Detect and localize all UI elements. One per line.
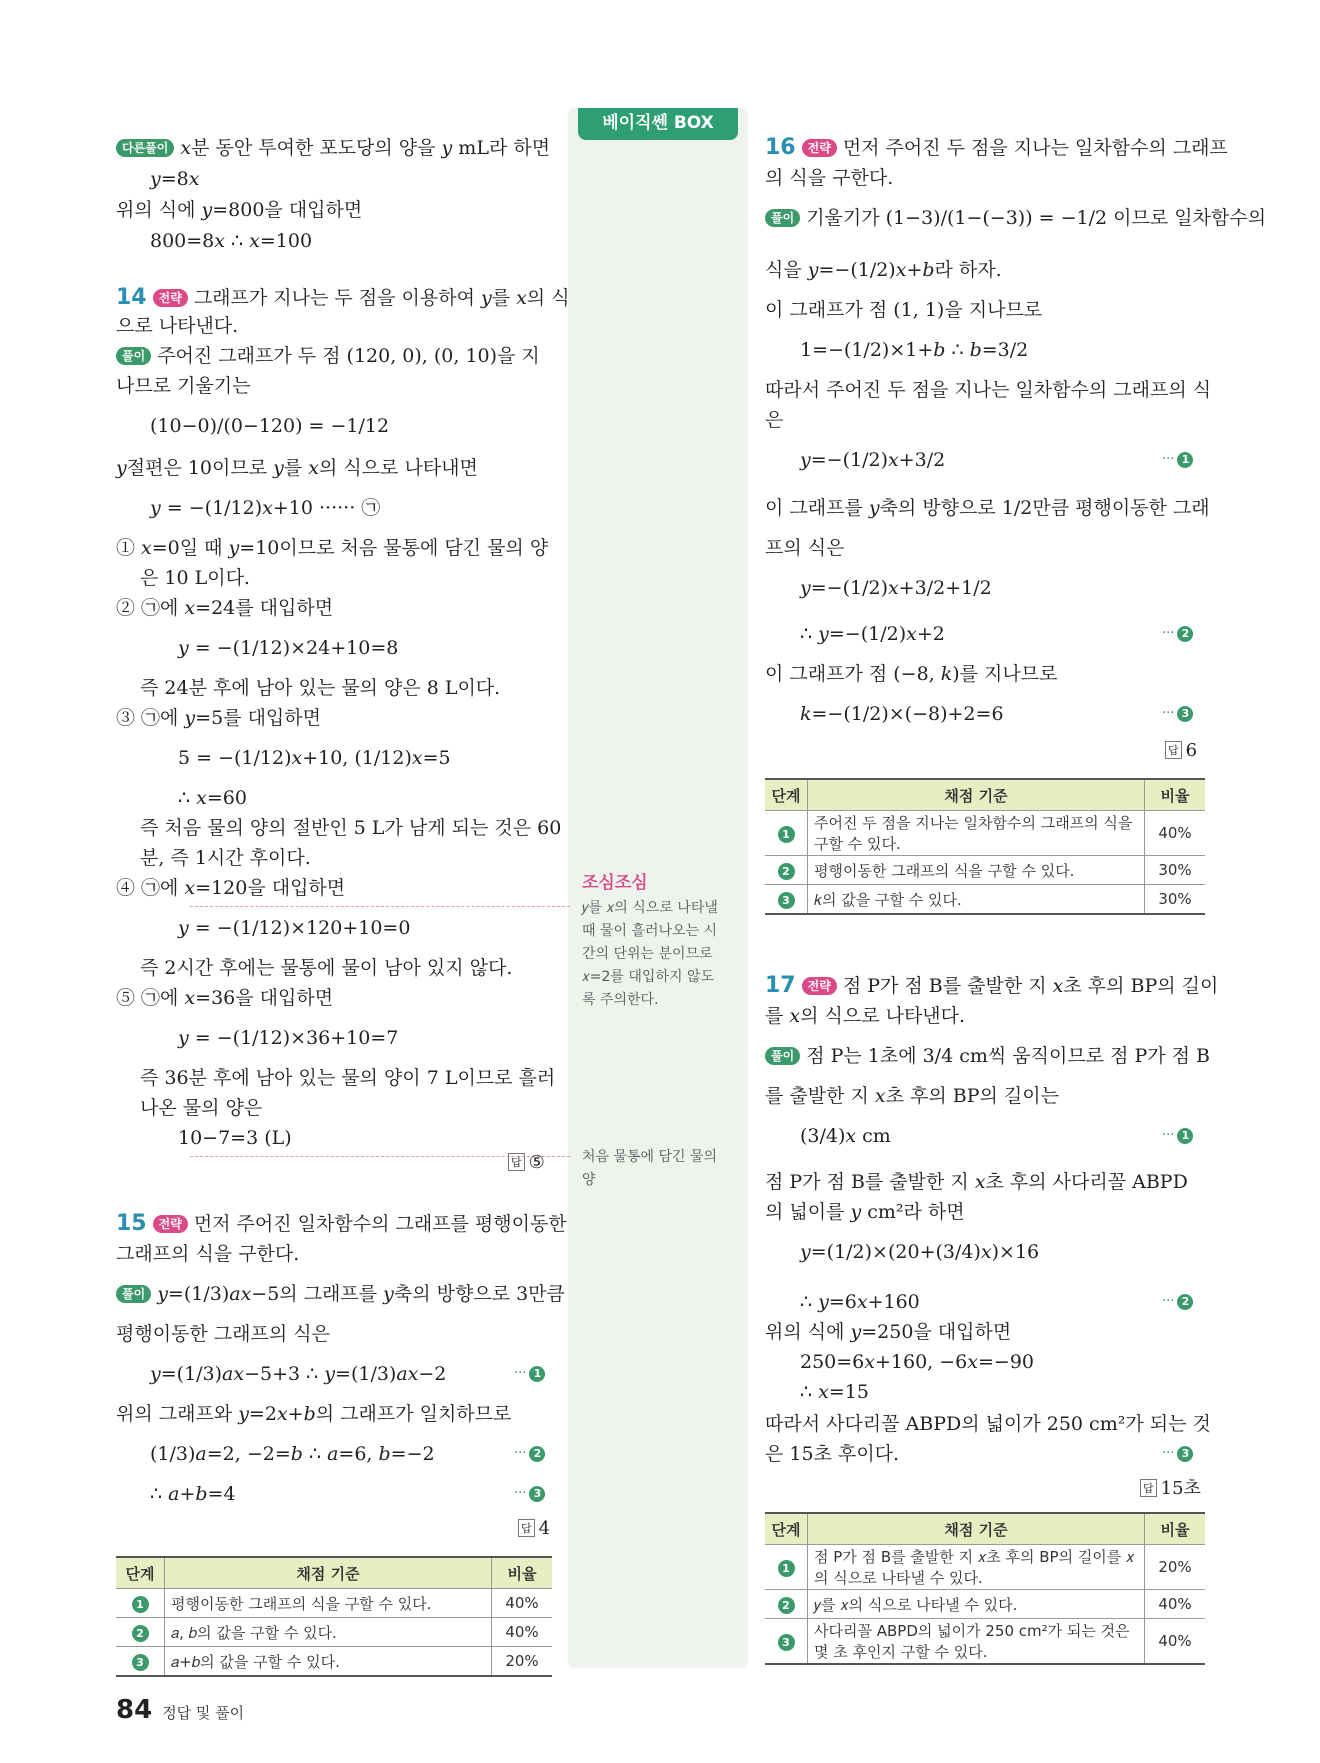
alt-line: 800=8𝑥 ∴ 𝑥=100	[150, 230, 313, 252]
note-line: 𝑦를 𝑥의 식으로 나타낼	[582, 900, 718, 916]
text-line: 은 10 L이다.	[140, 567, 250, 589]
note-leader-line	[190, 906, 570, 907]
grading-table-16: 단계 채점 기준 비율 1 주어진 두 점을 지나는 일차함수의 그래프의 식을 구할 수 있다. 40% 2 평행이동한 그래프의 식을 구할 수 있다. 30% 3 𝑘의 값을 구할 수 있다. 30%	[765, 778, 1205, 915]
problem-17-header: 17 전략 점 P가 점 B를 출발한 지 𝑥초 후의 BP의 길이	[765, 973, 1219, 998]
text-line: 프의 식은	[765, 537, 845, 559]
text-line: 풀이 주어진 그래프가 두 점 (120, 0), (0, 10)을 지	[116, 344, 540, 368]
text-line: 분, 즉 1시간 후이다.	[140, 847, 311, 869]
text-line: ⑤ ㉠에 𝑥=36을 대입하면	[116, 987, 334, 1009]
step-mark: ··· 1	[1162, 452, 1193, 468]
text-line: 으로 나타낸다.	[116, 315, 239, 337]
text-line: 풀이 기울기가 (1−3)/(1−(−3)) = −1/2 이므로 일차함수의	[765, 206, 1266, 230]
equation: 250=6𝑥+160, −6𝑥=−90	[800, 1351, 1034, 1373]
alt-line: 다른풀이 𝑥분 동안 투여한 포도당의 양을 𝑦 mL라 하면	[116, 136, 550, 160]
equation: 5 = −(1/12)𝑥+10, (1/12)𝑥=5	[178, 747, 451, 769]
answer-15: 답 4	[518, 1518, 550, 1539]
text-line: 즉 24분 후에 남아 있는 물의 양은 8 L이다.	[140, 677, 501, 699]
solution-badge: 풀이	[765, 1047, 800, 1065]
text-line: 따라서 사다리꼴 ABPD의 넓이가 250 cm²가 되는 것	[765, 1413, 1211, 1435]
alt-line: 위의 식에 𝑦=800을 대입하면	[116, 199, 363, 221]
equation: ∴ 𝑦=−(1/2)𝑥+2	[800, 623, 945, 645]
note-line: 양	[582, 1172, 596, 1188]
note-caution	[582, 897, 718, 1012]
answer-16: 답 6	[1165, 740, 1197, 761]
step-mark: ··· 1	[1162, 1128, 1193, 1144]
table-row: 2 𝑦를 𝑥의 식으로 나타낼 수 있다. 40%	[765, 1590, 1205, 1619]
text-line: ② ㉠에 𝑥=24를 대입하면	[116, 597, 334, 619]
alt-solution-badge: 다른풀이	[116, 139, 174, 157]
step-mark: ··· 3	[1162, 1446, 1193, 1462]
text-line: 나온 물의 양은	[140, 1097, 263, 1119]
text-line: 즉 처음 물의 양의 절반인 5 L가 남게 되는 것은 60	[140, 817, 562, 839]
equation: 𝑦=−(1/2)𝑥+3/2	[800, 449, 946, 471]
text-line: 풀이 점 P는 1초에 3/4 cm씩 움직이므로 점 P가 점 B	[765, 1044, 1210, 1068]
footer-label: 정답 및 풀이	[162, 1704, 245, 1722]
answer-icon: 답	[508, 1153, 525, 1171]
equation: (10−0)/(0−120) = −1/12	[150, 415, 390, 437]
text-line: 𝑦절편은 10이므로 𝑦를 𝑥의 식으로 나타내면	[116, 457, 478, 479]
solution-badge: 풀이	[765, 209, 800, 227]
step-mark: ··· 1	[514, 1366, 545, 1382]
equation: ∴ 𝑎+𝑏=4	[150, 1483, 236, 1505]
text-line: ④ ㉠에 𝑥=120을 대입하면	[116, 877, 346, 899]
text-line: 위의 그래프와 𝑦=2𝑥+𝑏의 그래프가 일치하므로	[116, 1403, 512, 1425]
table-row: 2 평행이동한 그래프의 식을 구할 수 있다. 30%	[765, 856, 1205, 885]
equation: (1/3)𝑎=2, −2=𝑏 ∴ 𝑎=6, 𝑏=−2	[150, 1443, 435, 1465]
table-row: 3 𝑘의 값을 구할 수 있다. 30%	[765, 885, 1205, 915]
text-line: 의 식을 구한다.	[765, 167, 894, 189]
equation: 𝑦 = −(1/12)×24+10=8	[178, 637, 399, 659]
equation: (3/4)𝑥 cm	[800, 1125, 891, 1147]
text-line: 식을 𝑦=−(1/2)𝑥+𝑏라 하자.	[765, 259, 1002, 281]
text-line: 를 𝑥의 식으로 나타낸다.	[765, 1005, 966, 1027]
problem-15-header: 15 전략 먼저 주어진 일차함수의 그래프를 평행이동한	[116, 1211, 567, 1236]
text-line: 이 그래프가 점 (−8, 𝑘)를 지나므로	[765, 663, 1058, 685]
equation: 𝑦=(1/2)×(20+(3/4)𝑥)×16	[800, 1241, 1040, 1263]
step-mark: ··· 2	[1162, 626, 1193, 642]
note-line: 처음 물통에 담긴 물의	[582, 1149, 718, 1165]
equation: 𝑦 = −(1/12)𝑥+10 ······ ㉠	[150, 497, 381, 519]
answer-icon: 답	[518, 1519, 535, 1537]
problem-number: 16	[765, 135, 796, 160]
problem-16-header: 16 전략 먼저 주어진 두 점을 지나는 일차함수의 그래프	[765, 135, 1228, 160]
text-line: 그래프의 식을 구한다.	[116, 1243, 300, 1265]
text-line: 를 출발한 지 𝑥초 후의 BP의 길이는	[765, 1085, 1059, 1107]
note-line: 때 물이 흘러나오는 시	[582, 923, 718, 939]
equation: 𝑘=−(1/2)×(−8)+2=6	[800, 703, 1004, 725]
table-row: 3 𝑎+𝑏의 값을 구할 수 있다. 20%	[116, 1647, 552, 1677]
answer-14: 답 ⑤	[508, 1152, 545, 1173]
answer-icon: 답	[1140, 1479, 1157, 1497]
page-number: 84	[116, 1695, 153, 1725]
equation: 10−7=3 (L)	[178, 1127, 292, 1149]
problem-number: 14	[116, 285, 147, 310]
text-line: 나므로 기울기는	[116, 375, 251, 397]
table-row: 1 평행이동한 그래프의 식을 구할 수 있다. 40%	[116, 1589, 552, 1618]
grading-table-17: 단계 채점 기준 비율 1 점 P가 점 B를 출발한 지 𝑥초 후의 BP의 길이를 𝑥의 식으로 나타낼 수 있다. 20% 2 𝑦를 𝑥의 식으로 나타낼 수 있다. 40% 3 사다리꼴 ABPD의 넓이가 250 cm²가 되는 것은 몇 초 후인지 구할 수 있다. 40%	[765, 1512, 1205, 1665]
table-row: 2 𝑎, 𝑏의 값을 구할 수 있다. 40%	[116, 1618, 552, 1647]
strategy-badge: 전략	[153, 1215, 188, 1233]
note-line: 간의 단위는 분이므로	[582, 946, 713, 962]
page-footer	[116, 1695, 244, 1725]
solution-badge: 풀이	[116, 347, 151, 365]
text-line: 점 P가 점 B를 출발한 지 𝑥초 후의 사다리꼴 ABPD	[765, 1171, 1188, 1193]
table-row: 1 점 P가 점 B를 출발한 지 𝑥초 후의 BP의 길이를 𝑥의 식으로 나타낼 수 있다. 20%	[765, 1545, 1205, 1590]
solution-badge: 풀이	[116, 1285, 151, 1303]
answer-17: 답 15초	[1140, 1474, 1201, 1500]
text-line: 의 넓이를 𝑦 cm²라 하면	[765, 1201, 965, 1223]
box-title: 베이직쎈 BOX	[578, 108, 738, 140]
text-line: 즉 36분 후에 남아 있는 물의 양이 7 L이므로 흘러	[140, 1067, 556, 1089]
text-line: 풀이 𝑦=(1/3)𝑎𝑥−5의 그래프를 𝑦축의 방향으로 3만큼	[116, 1282, 565, 1306]
text-line: 은	[765, 409, 784, 431]
text-line: ③ ㉠에 𝑦=5를 대입하면	[116, 707, 321, 729]
table-row: 1 주어진 두 점을 지나는 일차함수의 그래프의 식을 구할 수 있다. 40%	[765, 811, 1205, 856]
answer-icon: 답	[1165, 741, 1182, 759]
strategy-badge: 전략	[153, 289, 188, 307]
equation: ∴ 𝑥=60	[178, 787, 247, 809]
table-row: 3 사다리꼴 ABPD의 넓이가 250 cm²가 되는 것은 몇 초 후인지 구할 수 있다. 40%	[765, 1619, 1205, 1665]
problem-number: 17	[765, 973, 796, 998]
step-mark: ··· 3	[1162, 706, 1193, 722]
text-line: 따라서 주어진 두 점을 지나는 일차함수의 그래프의 식	[765, 379, 1212, 401]
problem-number: 15	[116, 1211, 147, 1236]
note-line: 록 주의한다.	[582, 992, 659, 1008]
note-initial-water	[582, 1146, 717, 1192]
problem-14-header: 14 전략 그래프가 지나는 두 점을 이용하여 𝑦를 𝑥의 식	[116, 285, 570, 310]
grading-table-15: 단계 채점 기준 비율 1 평행이동한 그래프의 식을 구할 수 있다. 40% 2 𝑎, 𝑏의 값을 구할 수 있다. 40% 3 𝑎+𝑏의 값을 구할 수 있다. 20%	[116, 1556, 552, 1677]
equation: ∴ 𝑦=6𝑥+160	[800, 1291, 920, 1313]
equation: 𝑦=(1/3)𝑎𝑥−5+3 ∴ 𝑦=(1/3)𝑎𝑥−2	[150, 1363, 447, 1385]
equation: 𝑦=−(1/2)𝑥+3/2+1/2	[800, 577, 992, 599]
alt-line: 𝑦=8𝑥	[150, 168, 200, 190]
text-line: 이 그래프가 점 (1, 1)을 지나므로	[765, 299, 1043, 321]
note-line: 𝑥=2를 대입하지 않도	[582, 969, 715, 985]
equation: 𝑦 = −(1/12)×36+10=7	[178, 1027, 399, 1049]
step-mark: ··· 2	[1162, 1294, 1193, 1310]
text-line: 위의 식에 𝑦=250을 대입하면	[765, 1321, 1012, 1343]
text-line: ① 𝑥=0일 때 𝑦=10이므로 처음 물통에 담긴 물의 양	[116, 537, 549, 559]
text-line: 이 그래프를 𝑦축의 방향으로 1/2만큼 평행이동한 그래	[765, 497, 1210, 519]
step-mark: ··· 3	[514, 1486, 545, 1502]
equation: ∴ 𝑥=15	[800, 1381, 869, 1403]
strategy-badge: 전략	[802, 139, 837, 157]
text-line: 평행이동한 그래프의 식은	[116, 1323, 330, 1345]
note-title: 조심조심	[582, 873, 648, 893]
equation: 𝑦 = −(1/12)×120+10=0	[178, 917, 411, 939]
text-line: 은 15초 후이다.	[765, 1443, 900, 1465]
equation: 1=−(1/2)×1+𝑏 ∴ 𝑏=3/2	[800, 339, 1029, 361]
text-line: 즉 2시간 후에는 물통에 물이 남아 있지 않다.	[140, 957, 513, 979]
step-mark: ··· 2	[514, 1446, 545, 1462]
strategy-badge: 전략	[802, 977, 837, 995]
